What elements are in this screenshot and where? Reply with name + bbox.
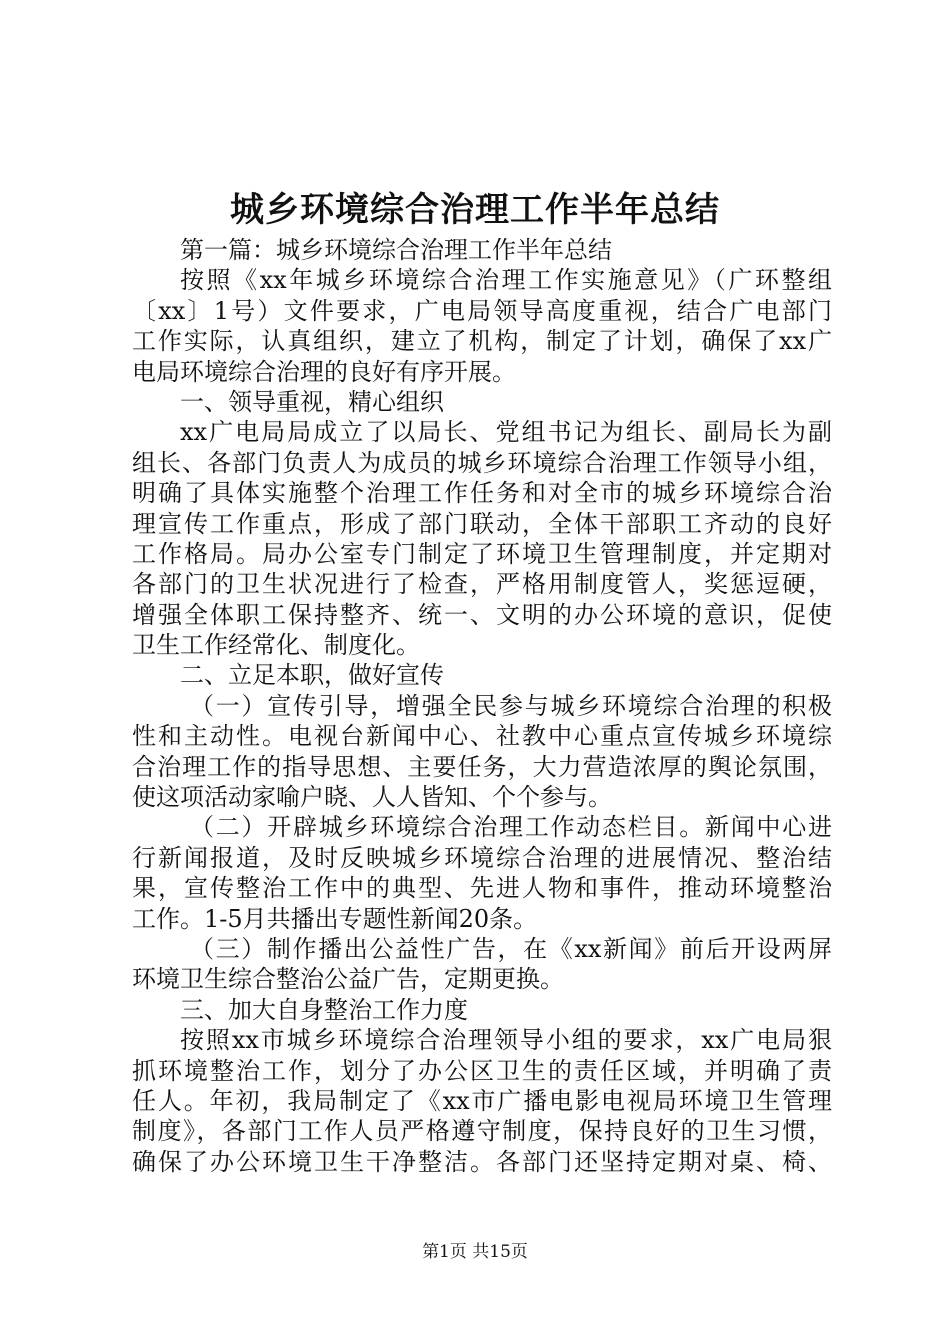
- text-line: 各部门的卫生状况进行了检查，严格用制度管人，奖惩逗硬，: [132, 570, 832, 599]
- text-line: 电局环境综合治理的良好有序开展。: [132, 357, 516, 386]
- text-line: 增强全体职工保持整齐、统一、文明的办公环境的意识，促使: [132, 600, 832, 629]
- text-line: 果，宣传整治工作中的典型、先进人物和事件，推动环境整治: [132, 874, 832, 903]
- text-line: 组长、各部门负责人为成员的城乡环境综合治理工作领导小组，: [132, 448, 832, 477]
- section-heading: 三、加大自身整治工作力度: [180, 995, 468, 1024]
- text-line: 合治理工作的指导思想、主要任务，大力营造浓厚的舆论氛围，: [132, 752, 832, 781]
- text-line: 第一篇：城乡环境综合治理工作半年总结: [180, 236, 612, 264]
- document-body: [132, 235, 832, 1177]
- text-line: 环境卫生综合整治公益广告，定期更换。: [132, 965, 564, 994]
- text-line: 行新闻报道，及时反映城乡环境综合治理的进展情况、整治结: [132, 843, 832, 872]
- text-line: 按照xx市城乡环境综合治理领导小组的要求，xx广电局狠: [180, 1026, 832, 1055]
- text-line: 工作格局。局办公室专门制定了环境卫生管理制度，并定期对: [132, 539, 832, 568]
- text-line: 明确了具体实施整个治理工作任务和对全市的城乡环境综合治: [132, 479, 832, 508]
- text-line: 抓环境整治工作，划分了办公区卫生的责任区域，并明确了责: [132, 1056, 832, 1085]
- section-heading: 一、领导重视，精心组织: [180, 387, 444, 416]
- text-line: 使这项活动家喻户晓、人人皆知、个个参与。: [132, 783, 612, 812]
- text-line: 工作。1-5月共播出专题性新闻20条。: [132, 904, 538, 933]
- text-line: 按照《xx年城乡环境综合治理工作实施意见》（广环整组: [180, 266, 832, 295]
- text-line: （一）宣传引导，增强全民参与城乡环境综合治理的积极: [190, 691, 832, 720]
- text-line: 性和主动性。电视台新闻中心、社教中心重点宣传城乡环境综: [132, 722, 832, 751]
- text-line: 〔xx〕1号）文件要求，广电局领导高度重视，结合广电部门: [132, 296, 832, 325]
- page-footer: 第1页 共15页: [422, 1242, 528, 1262]
- text-line: （二）开辟城乡环境综合治理工作动态栏目。新闻中心进: [190, 813, 832, 842]
- text-line: 确保了办公环境卫生干净整洁。各部门还坚持定期对桌、椅、: [132, 1147, 832, 1176]
- text-line: （三）制作播出公益性广告，在《xx新闻》前后开设两屏: [190, 934, 832, 963]
- text-line: 卫生工作经常化、制度化。: [132, 631, 420, 660]
- text-line: 工作实际，认真组织，建立了机构，制定了计划，确保了xx广: [132, 327, 832, 356]
- text-line: 理宣传工作重点，形成了部门联动，全体干部职工齐动的良好: [132, 509, 832, 538]
- text-line: 制度》，各部门工作人员严格遵守制度，保持良好的卫生习惯，: [132, 1117, 832, 1146]
- text-line: xx广电局局成立了以局长、党组书记为组长、副局长为副: [180, 418, 832, 447]
- document-title: 城乡环境综合治理工作半年总结: [230, 190, 720, 230]
- text-line: 任人。年初，我局制定了《xx市广播电影电视局环境卫生管理: [132, 1086, 832, 1115]
- section-heading: 二、立足本职，做好宣传: [180, 661, 444, 690]
